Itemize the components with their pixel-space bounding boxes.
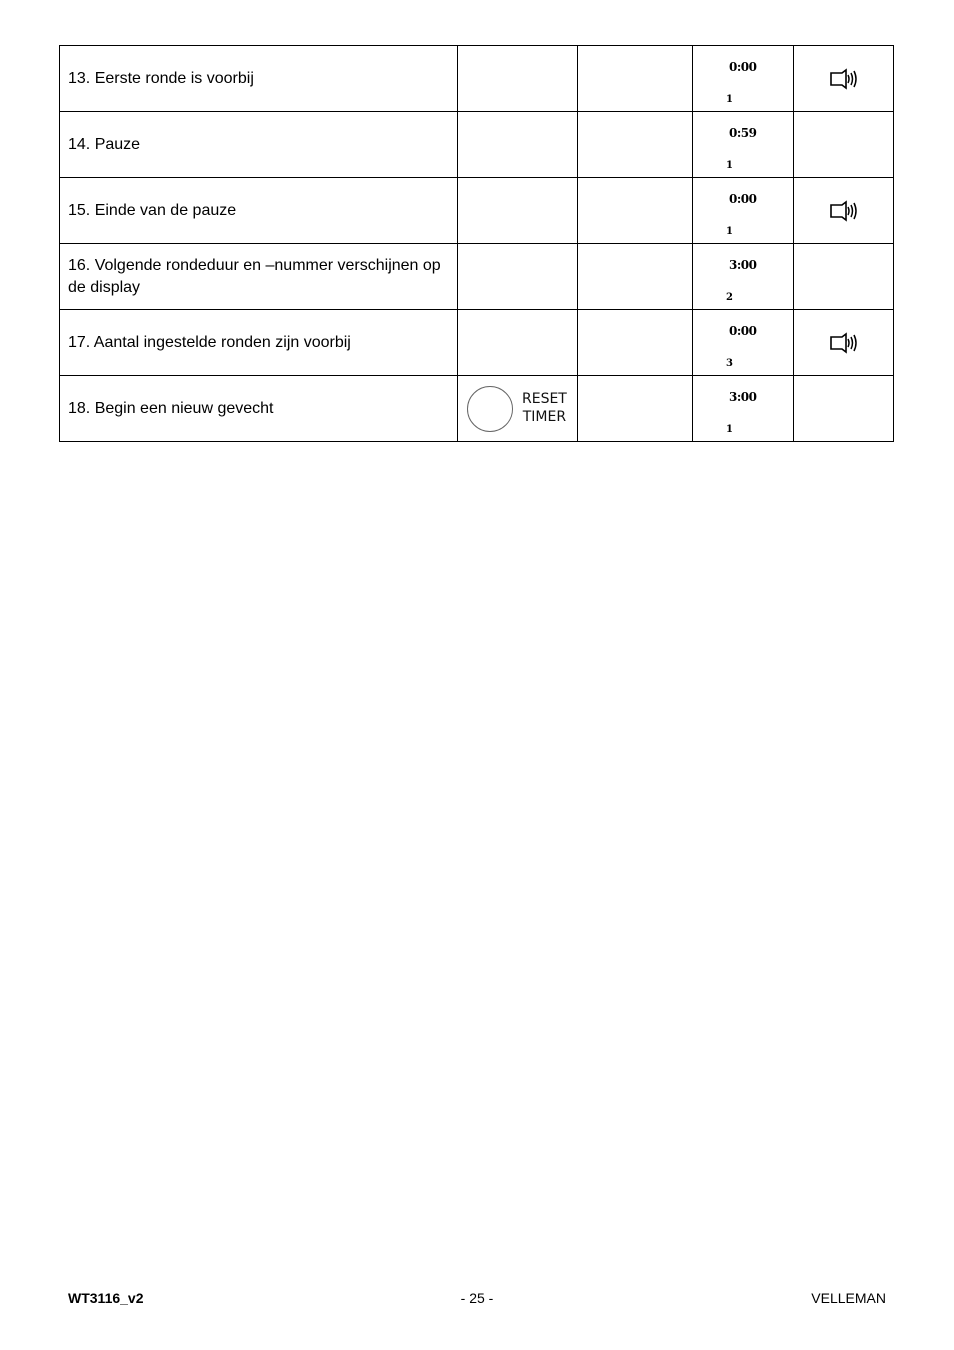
step-description: 17. Aantal ingestelde ronden zijn voorbij — [60, 310, 458, 376]
reset-timer-label — [522, 390, 567, 426]
display-round: 3 — [726, 358, 733, 369]
step-description: 14. Pauze — [60, 112, 458, 178]
step-description: 15. Einde van de pauze — [60, 178, 458, 244]
table-row — [60, 112, 894, 178]
display-time: 0:59 — [729, 126, 757, 140]
table-row — [60, 46, 894, 112]
step-description: 16. Volgende rondeduur en –nummer verschijnen op de display — [60, 244, 458, 310]
display-cell — [693, 112, 794, 178]
button-cell — [458, 310, 578, 376]
sound-cell — [794, 310, 894, 376]
instruction-table — [59, 45, 894, 442]
sound-cell — [794, 46, 894, 112]
table-row — [60, 178, 894, 244]
empty-cell — [578, 46, 693, 112]
button-label-line2: TIMER — [522, 409, 567, 425]
display-time: 0:00 — [729, 192, 757, 206]
display-round: 1 — [726, 226, 733, 237]
empty-cell — [578, 310, 693, 376]
empty-cell — [578, 178, 693, 244]
empty-cell — [578, 376, 693, 442]
display-time: 0:00 — [729, 60, 757, 74]
display-time: 3:00 — [729, 390, 757, 404]
round-button-icon — [467, 386, 513, 432]
speaker-sound-icon — [829, 332, 859, 354]
table-row — [60, 244, 894, 310]
table-row — [60, 376, 894, 442]
display-cell — [693, 178, 794, 244]
button-cell — [458, 178, 578, 244]
step-description: 13. Eerste ronde is voorbij — [60, 46, 458, 112]
sound-cell — [794, 178, 894, 244]
speaker-sound-icon — [829, 68, 859, 90]
button-cell — [458, 244, 578, 310]
display-cell — [693, 376, 794, 442]
display-time: 0:00 — [729, 324, 757, 338]
button-label-line1: RESET — [522, 391, 567, 407]
step-description: 18. Begin een nieuw gevecht — [60, 376, 458, 442]
display-cell — [693, 310, 794, 376]
button-cell — [458, 46, 578, 112]
sound-cell — [794, 376, 894, 442]
footer-brand: VELLEMAN — [811, 1290, 886, 1306]
button-cell — [458, 376, 578, 442]
empty-cell — [578, 244, 693, 310]
display-round: 1 — [726, 160, 733, 171]
sound-cell — [794, 244, 894, 310]
empty-cell — [578, 112, 693, 178]
footer-page-number: - 25 - — [460, 1290, 494, 1306]
display-round: 1 — [726, 94, 733, 105]
button-cell — [458, 112, 578, 178]
display-round: 1 — [726, 424, 733, 435]
display-cell — [693, 46, 794, 112]
sound-cell — [794, 112, 894, 178]
footer-model: WT3116_v2 — [68, 1290, 144, 1306]
speaker-sound-icon — [829, 200, 859, 222]
table-row — [60, 310, 894, 376]
display-round: 2 — [726, 292, 733, 303]
display-time: 3:00 — [729, 258, 757, 272]
display-cell — [693, 244, 794, 310]
